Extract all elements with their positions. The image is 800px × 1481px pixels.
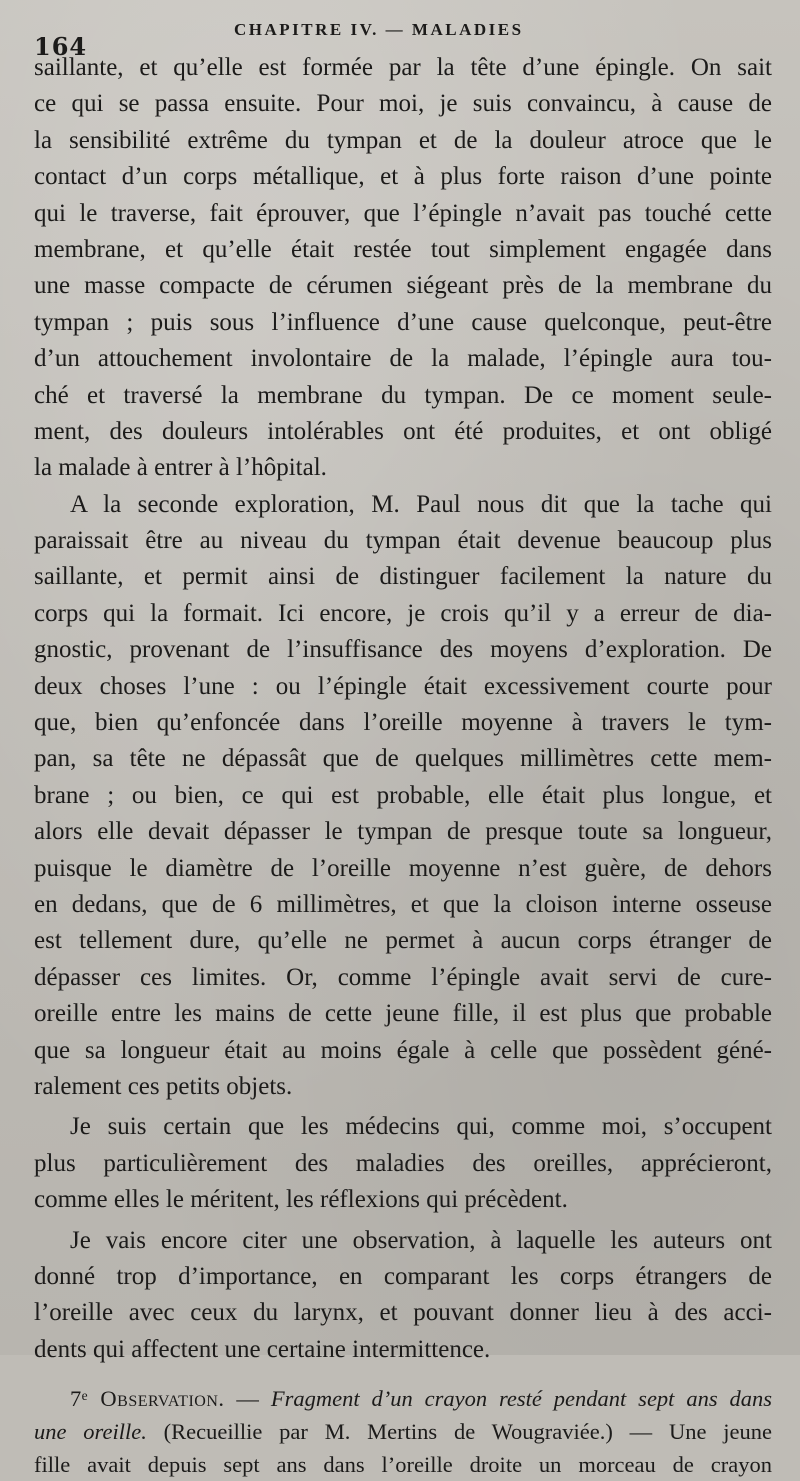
text-line: dents qui affectent une certaine intermittence.	[34, 1335, 491, 1363]
text-line: que sa longueur était au moins égale à celle que possèdent géné-	[34, 1036, 772, 1064]
text-line: fille avait depuis sept ans dans l’oreille droite un morceau de crayon	[34, 1452, 772, 1478]
page-header	[34, 14, 774, 61]
observation-title: Fragment d’un crayon resté pendant sept ans dans	[270, 1386, 772, 1412]
text-line: oreille entre les mains de cette jeune fille, il est plus que probable	[34, 1000, 772, 1028]
observation-label: 7ᵉ Observation.	[70, 1386, 225, 1412]
text-line: que, bien qu’enfoncée dans l’oreille moyenne à travers le tym-	[34, 709, 772, 737]
text-line: ché et traversé la membrane du tympan. De ce moment seule-	[34, 381, 772, 409]
text-line: saillante, et qu’elle est formée par la tête d’une épingle. On sait	[34, 54, 772, 81]
text-line: ce qui se passa ensuite. Pour moi, je suis convaincu, à cause de	[34, 90, 772, 118]
observation-source: (Recueillie par M. Mertins de Wougraviée.) — Une jeune	[146, 1419, 772, 1445]
text-line: donné trop d’importance, en comparant les corps étrangers de	[34, 1262, 772, 1290]
text-line: d’un attouchement involontaire de la malade, l’épingle aura tou-	[34, 345, 772, 373]
text-line: l’oreille avec ceux du larynx, et pouvant donner lieu à des acci-	[34, 1299, 772, 1327]
paragraph	[34, 1223, 772, 1369]
observation-block	[34, 1382, 772, 1481]
observation-dash: —	[224, 1386, 271, 1412]
body-text	[34, 50, 772, 1481]
running-head: CHAPITRE IV. — MALADIES	[234, 20, 524, 39]
text-line: paraissait être au niveau du tympan était devenue beaucoup plus	[34, 527, 772, 555]
page-number: 164	[34, 32, 88, 61]
text-line: alors elle devait dépasser le tympan de presque toute sa longueur,	[34, 818, 772, 846]
text-line: saillante, et permit ainsi de distinguer facilement la nature du	[34, 563, 772, 591]
text-line: ralement ces petits objets.	[34, 1072, 293, 1100]
text-line: une masse compacte de cérumen siégeant près de la membrane du	[34, 272, 772, 300]
paragraph	[34, 487, 772, 1106]
text-line: qui le traverse, fait éprouver, que l’épingle n’avait pas touché cette	[34, 199, 772, 227]
text-line: tympan ; puis sous l’influence d’une cause quelconque, peut-être	[34, 308, 772, 336]
text-line: est tellement dure, qu’elle ne permet à aucun corps étranger de	[34, 927, 772, 955]
observation-title-end: une oreille.	[34, 1419, 147, 1445]
text-line: comme elles le méritent, les réflexions qui précèdent.	[34, 1186, 568, 1214]
text-line	[34, 1382, 772, 1415]
text-line: la sensibilité extrême du tympan et de la douleur atroce que le	[34, 126, 772, 154]
text-line: plus particulièrement des maladies des oreilles, apprécieront,	[34, 1149, 772, 1177]
paragraph	[34, 50, 772, 487]
text-line: brane ; ou bien, ce qui est probable, elle était plus longue, et	[34, 781, 772, 809]
text-line: corps qui la formait. Ici encore, je crois qu’il y a erreur de dia-	[34, 599, 772, 627]
text-line: A la seconde exploration, M. Paul nous dit que la tache qui	[70, 490, 772, 518]
text-line: Je vais encore citer une observation, à laquelle les auteurs ont	[70, 1226, 772, 1254]
paragraph	[34, 1109, 772, 1218]
text-line: deux choses l’une : ou l’épingle était excessivement courte pour	[34, 672, 772, 700]
text-line: gnostic, provenant de l’insuffisance des moyens d’exploration. De	[34, 636, 772, 664]
text-line: en dedans, que de 6 millimètres, et que la cloison interne osseuse	[34, 890, 772, 918]
text-line	[34, 1415, 772, 1448]
text-line: contact d’un corps métallique, et à plus forte raison d’une pointe	[34, 163, 772, 191]
text-line: membrane, et qu’elle était restée tout simplement engagée dans	[34, 235, 772, 263]
text-line: la malade à entrer à l’hôpital.	[34, 454, 327, 482]
text-line: puisque le diamètre de l’oreille moyenne n’est guère, de dehors	[34, 854, 772, 882]
text-line: dépasser ces limites. Or, comme l’épingle avait servi de cure-	[34, 963, 772, 991]
text-line: ment, des douleurs intolérables ont été produites, et ont obligé	[34, 417, 772, 445]
text-line: Je suis certain que les médecins qui, comme moi, s’occupent	[70, 1113, 772, 1141]
text-line: pan, sa tête ne dépassât que de quelques millimètres cette mem-	[34, 745, 772, 773]
